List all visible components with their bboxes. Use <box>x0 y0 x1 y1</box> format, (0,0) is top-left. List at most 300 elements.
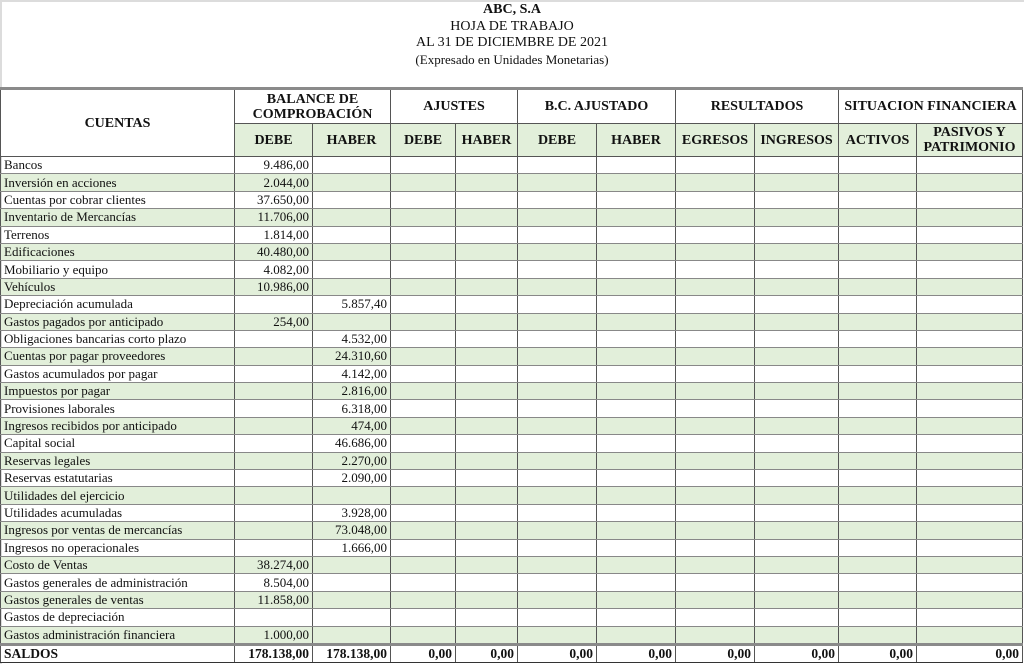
cell-pasivos-patrimonio[interactable] <box>917 609 1023 626</box>
cell-bc-debe[interactable] <box>235 348 313 365</box>
cell-ingresos[interactable] <box>755 278 839 295</box>
cell-ajustes-debe[interactable] <box>391 452 456 469</box>
account-name[interactable]: Obligaciones bancarias corto plazo <box>1 330 235 347</box>
cell-ingresos[interactable] <box>755 470 839 487</box>
cell-bca-haber[interactable] <box>597 261 676 278</box>
cell-egresos[interactable] <box>676 296 755 313</box>
cell-bca-haber[interactable] <box>597 383 676 400</box>
cell-activos[interactable] <box>839 174 917 191</box>
cell-ajustes-haber[interactable] <box>456 296 518 313</box>
cell-ingresos[interactable] <box>755 417 839 434</box>
cell-ingresos[interactable] <box>755 174 839 191</box>
cell-activos[interactable] <box>839 400 917 417</box>
cell-pasivos-patrimonio[interactable] <box>917 313 1023 330</box>
cell-ajustes-haber[interactable] <box>456 243 518 260</box>
cell-ajustes-debe[interactable] <box>391 435 456 452</box>
cell-bca-debe[interactable] <box>518 574 597 591</box>
cell-bca-haber[interactable] <box>597 435 676 452</box>
cell-bc-debe[interactable]: 2.044,00 <box>235 174 313 191</box>
cell-bca-debe[interactable] <box>518 261 597 278</box>
cell-bc-debe[interactable]: 38.274,00 <box>235 556 313 573</box>
cell-bca-haber[interactable] <box>597 487 676 504</box>
cell-pasivos-patrimonio[interactable] <box>917 400 1023 417</box>
cell-bc-haber[interactable] <box>313 591 391 608</box>
account-name[interactable]: Mobiliario y equipo <box>1 261 235 278</box>
cell-pasivos-patrimonio[interactable] <box>917 522 1023 539</box>
account-name[interactable]: Vehículos <box>1 278 235 295</box>
cell-bc-haber[interactable] <box>313 556 391 573</box>
cell-bca-debe[interactable] <box>518 400 597 417</box>
cell-bca-haber[interactable] <box>597 452 676 469</box>
cell-ajustes-debe[interactable] <box>391 313 456 330</box>
cell-ajustes-debe[interactable] <box>391 609 456 626</box>
cell-ajustes-debe[interactable] <box>391 417 456 434</box>
cell-egresos[interactable] <box>676 383 755 400</box>
cell-bca-debe[interactable] <box>518 174 597 191</box>
cell-bca-debe[interactable] <box>518 417 597 434</box>
cell-ingresos[interactable] <box>755 330 839 347</box>
cell-ajustes-debe[interactable] <box>391 591 456 608</box>
cell-activos[interactable] <box>839 209 917 226</box>
cell-ingresos[interactable] <box>755 226 839 243</box>
cell-bca-haber[interactable] <box>597 209 676 226</box>
cell-egresos[interactable] <box>676 348 755 365</box>
cell-bca-haber[interactable] <box>597 417 676 434</box>
cell-activos[interactable] <box>839 556 917 573</box>
cell-ajustes-haber[interactable] <box>456 470 518 487</box>
cell-egresos[interactable] <box>676 174 755 191</box>
account-name[interactable]: Reservas legales <box>1 452 235 469</box>
cell-bc-haber[interactable]: 46.686,00 <box>313 435 391 452</box>
cell-ajustes-debe[interactable] <box>391 626 456 644</box>
account-name[interactable]: Gastos administración financiera <box>1 626 235 644</box>
cell-bca-debe[interactable] <box>518 191 597 208</box>
cell-ingresos[interactable] <box>755 435 839 452</box>
cell-bca-haber[interactable] <box>597 157 676 174</box>
cell-ingresos[interactable] <box>755 383 839 400</box>
cell-ajustes-haber[interactable] <box>456 574 518 591</box>
cell-egresos[interactable] <box>676 574 755 591</box>
cell-bc-debe[interactable] <box>235 504 313 521</box>
cell-bc-debe[interactable]: 37.650,00 <box>235 191 313 208</box>
cell-bc-haber[interactable]: 2.090,00 <box>313 470 391 487</box>
cell-ajustes-haber[interactable] <box>456 278 518 295</box>
cell-ajustes-haber[interactable] <box>456 452 518 469</box>
cell-ajustes-debe[interactable] <box>391 296 456 313</box>
cell-bc-haber[interactable]: 73.048,00 <box>313 522 391 539</box>
cell-bca-haber[interactable] <box>597 539 676 556</box>
cell-bc-haber[interactable] <box>313 278 391 295</box>
cell-pasivos-patrimonio[interactable] <box>917 626 1023 644</box>
cell-ajustes-haber[interactable] <box>456 174 518 191</box>
cell-ajustes-haber[interactable] <box>456 609 518 626</box>
cell-ajustes-debe[interactable] <box>391 330 456 347</box>
cell-bc-debe[interactable] <box>235 452 313 469</box>
cell-egresos[interactable] <box>676 191 755 208</box>
cell-bca-haber[interactable] <box>597 574 676 591</box>
cell-pasivos-patrimonio[interactable] <box>917 226 1023 243</box>
cell-pasivos-patrimonio[interactable] <box>917 174 1023 191</box>
cell-bc-debe[interactable] <box>235 400 313 417</box>
cell-pasivos-patrimonio[interactable] <box>917 452 1023 469</box>
cell-bca-debe[interactable] <box>518 522 597 539</box>
cell-bca-haber[interactable] <box>597 226 676 243</box>
cell-ingresos[interactable] <box>755 487 839 504</box>
cell-ajustes-haber[interactable] <box>456 417 518 434</box>
cell-ajustes-haber[interactable] <box>456 209 518 226</box>
cell-pasivos-patrimonio[interactable] <box>917 383 1023 400</box>
account-name[interactable]: Gastos pagados por anticipado <box>1 313 235 330</box>
cell-activos[interactable] <box>839 435 917 452</box>
cell-bca-debe[interactable] <box>518 313 597 330</box>
cell-egresos[interactable] <box>676 226 755 243</box>
cell-ajustes-debe[interactable] <box>391 400 456 417</box>
cell-pasivos-patrimonio[interactable] <box>917 261 1023 278</box>
cell-egresos[interactable] <box>676 504 755 521</box>
cell-bca-haber[interactable] <box>597 609 676 626</box>
cell-bca-haber[interactable] <box>597 365 676 382</box>
cell-ingresos[interactable] <box>755 209 839 226</box>
cell-ajustes-haber[interactable] <box>456 522 518 539</box>
cell-egresos[interactable] <box>676 330 755 347</box>
cell-activos[interactable] <box>839 226 917 243</box>
cell-bc-haber[interactable]: 24.310,60 <box>313 348 391 365</box>
cell-ajustes-debe[interactable] <box>391 556 456 573</box>
cell-ajustes-debe[interactable] <box>391 226 456 243</box>
cell-bca-haber[interactable] <box>597 470 676 487</box>
cell-egresos[interactable] <box>676 522 755 539</box>
cell-bc-debe[interactable] <box>235 609 313 626</box>
cell-bc-debe[interactable]: 11.858,00 <box>235 591 313 608</box>
cell-bc-haber[interactable] <box>313 574 391 591</box>
cell-activos[interactable] <box>839 348 917 365</box>
cell-bc-haber[interactable] <box>313 209 391 226</box>
cell-ingresos[interactable] <box>755 313 839 330</box>
cell-bca-debe[interactable] <box>518 626 597 644</box>
cell-activos[interactable] <box>839 191 917 208</box>
cell-pasivos-patrimonio[interactable] <box>917 504 1023 521</box>
cell-activos[interactable] <box>839 539 917 556</box>
cell-egresos[interactable] <box>676 261 755 278</box>
cell-ingresos[interactable] <box>755 400 839 417</box>
cell-bca-haber[interactable] <box>597 348 676 365</box>
cell-egresos[interactable] <box>676 209 755 226</box>
cell-bc-haber[interactable]: 6.318,00 <box>313 400 391 417</box>
cell-bc-haber[interactable] <box>313 609 391 626</box>
cell-ingresos[interactable] <box>755 243 839 260</box>
cell-ajustes-debe[interactable] <box>391 470 456 487</box>
cell-ajustes-debe[interactable] <box>391 365 456 382</box>
cell-bc-debe[interactable] <box>235 417 313 434</box>
cell-bc-debe[interactable] <box>235 539 313 556</box>
cell-bc-haber[interactable] <box>313 226 391 243</box>
cell-activos[interactable] <box>839 487 917 504</box>
cell-bc-haber[interactable]: 4.532,00 <box>313 330 391 347</box>
cell-bca-haber[interactable] <box>597 191 676 208</box>
cell-bca-debe[interactable] <box>518 435 597 452</box>
cell-bca-debe[interactable] <box>518 330 597 347</box>
cell-bc-debe[interactable]: 9.486,00 <box>235 157 313 174</box>
cell-bca-haber[interactable] <box>597 296 676 313</box>
cell-ajustes-debe[interactable] <box>391 209 456 226</box>
cell-bc-haber[interactable]: 2.816,00 <box>313 383 391 400</box>
cell-pasivos-patrimonio[interactable] <box>917 591 1023 608</box>
cell-bca-debe[interactable] <box>518 296 597 313</box>
cell-ajustes-debe[interactable] <box>391 487 456 504</box>
cell-ajustes-haber[interactable] <box>456 539 518 556</box>
cell-pasivos-patrimonio[interactable] <box>917 417 1023 434</box>
cell-activos[interactable] <box>839 609 917 626</box>
cell-activos[interactable] <box>839 470 917 487</box>
cell-ajustes-haber[interactable] <box>456 365 518 382</box>
cell-ajustes-haber[interactable] <box>456 435 518 452</box>
account-name[interactable]: Costo de Ventas <box>1 556 235 573</box>
cell-ajustes-debe[interactable] <box>391 383 456 400</box>
cell-ingresos[interactable] <box>755 452 839 469</box>
cell-pasivos-patrimonio[interactable] <box>917 157 1023 174</box>
cell-bca-debe[interactable] <box>518 452 597 469</box>
cell-bca-debe[interactable] <box>518 365 597 382</box>
cell-ajustes-haber[interactable] <box>456 626 518 644</box>
cell-activos[interactable] <box>839 504 917 521</box>
cell-bc-haber[interactable]: 1.666,00 <box>313 539 391 556</box>
cell-bca-haber[interactable] <box>597 278 676 295</box>
cell-bca-debe[interactable] <box>518 209 597 226</box>
account-name[interactable]: Gastos generales de ventas <box>1 591 235 608</box>
cell-bc-debe[interactable] <box>235 330 313 347</box>
cell-bc-haber[interactable]: 474,00 <box>313 417 391 434</box>
cell-bca-haber[interactable] <box>597 330 676 347</box>
cell-bc-debe[interactable]: 4.082,00 <box>235 261 313 278</box>
cell-activos[interactable] <box>839 383 917 400</box>
cell-ajustes-haber[interactable] <box>456 487 518 504</box>
cell-bca-debe[interactable] <box>518 591 597 608</box>
cell-ingresos[interactable] <box>755 261 839 278</box>
cell-activos[interactable] <box>839 330 917 347</box>
cell-bca-haber[interactable] <box>597 243 676 260</box>
cell-egresos[interactable] <box>676 400 755 417</box>
cell-ajustes-debe[interactable] <box>391 278 456 295</box>
cell-activos[interactable] <box>839 626 917 644</box>
cell-bc-debe[interactable] <box>235 365 313 382</box>
cell-bc-haber[interactable] <box>313 157 391 174</box>
cell-ajustes-haber[interactable] <box>456 330 518 347</box>
account-name[interactable]: Utilidades acumuladas <box>1 504 235 521</box>
cell-bc-debe[interactable]: 8.504,00 <box>235 574 313 591</box>
cell-ingresos[interactable] <box>755 296 839 313</box>
account-name[interactable]: Depreciación acumulada <box>1 296 235 313</box>
cell-egresos[interactable] <box>676 539 755 556</box>
cell-bca-debe[interactable] <box>518 278 597 295</box>
cell-ajustes-debe[interactable] <box>391 191 456 208</box>
cell-pasivos-patrimonio[interactable] <box>917 487 1023 504</box>
cell-pasivos-patrimonio[interactable] <box>917 209 1023 226</box>
cell-bc-haber[interactable]: 5.857,40 <box>313 296 391 313</box>
cell-pasivos-patrimonio[interactable] <box>917 278 1023 295</box>
cell-ajustes-debe[interactable] <box>391 243 456 260</box>
cell-ingresos[interactable] <box>755 365 839 382</box>
cell-ajustes-debe[interactable] <box>391 261 456 278</box>
cell-egresos[interactable] <box>676 417 755 434</box>
cell-activos[interactable] <box>839 261 917 278</box>
cell-ajustes-debe[interactable] <box>391 574 456 591</box>
cell-ajustes-debe[interactable] <box>391 504 456 521</box>
account-name[interactable]: Reservas estatutarias <box>1 470 235 487</box>
cell-activos[interactable] <box>839 591 917 608</box>
cell-pasivos-patrimonio[interactable] <box>917 435 1023 452</box>
cell-pasivos-patrimonio[interactable] <box>917 296 1023 313</box>
cell-ingresos[interactable] <box>755 522 839 539</box>
cell-ajustes-debe[interactable] <box>391 539 456 556</box>
cell-pasivos-patrimonio[interactable] <box>917 539 1023 556</box>
cell-ingresos[interactable] <box>755 504 839 521</box>
cell-egresos[interactable] <box>676 243 755 260</box>
cell-bc-haber[interactable] <box>313 487 391 504</box>
cell-bc-debe[interactable]: 11.706,00 <box>235 209 313 226</box>
cell-egresos[interactable] <box>676 365 755 382</box>
cell-bc-debe[interactable] <box>235 435 313 452</box>
cell-bc-debe[interactable] <box>235 383 313 400</box>
cell-egresos[interactable] <box>676 452 755 469</box>
cell-pasivos-patrimonio[interactable] <box>917 574 1023 591</box>
cell-ingresos[interactable] <box>755 574 839 591</box>
cell-activos[interactable] <box>839 417 917 434</box>
cell-bca-haber[interactable] <box>597 556 676 573</box>
cell-bc-haber[interactable] <box>313 261 391 278</box>
cell-activos[interactable] <box>839 296 917 313</box>
cell-egresos[interactable] <box>676 487 755 504</box>
cell-bc-debe[interactable]: 1.814,00 <box>235 226 313 243</box>
account-name[interactable]: Gastos acumulados por pagar <box>1 365 235 382</box>
cell-egresos[interactable] <box>676 278 755 295</box>
cell-bc-debe[interactable] <box>235 487 313 504</box>
cell-activos[interactable] <box>839 313 917 330</box>
cell-pasivos-patrimonio[interactable] <box>917 348 1023 365</box>
cell-egresos[interactable] <box>676 556 755 573</box>
account-name[interactable]: Inversión en acciones <box>1 174 235 191</box>
cell-ajustes-debe[interactable] <box>391 522 456 539</box>
account-name[interactable]: Cuentas por pagar proveedores <box>1 348 235 365</box>
cell-bca-debe[interactable] <box>518 383 597 400</box>
cell-ajustes-haber[interactable] <box>456 191 518 208</box>
cell-bca-debe[interactable] <box>518 348 597 365</box>
cell-ingresos[interactable] <box>755 348 839 365</box>
cell-ingresos[interactable] <box>755 157 839 174</box>
cell-ajustes-haber[interactable] <box>456 556 518 573</box>
cell-bc-haber[interactable] <box>313 313 391 330</box>
cell-activos[interactable] <box>839 574 917 591</box>
account-name[interactable]: Terrenos <box>1 226 235 243</box>
cell-bca-debe[interactable] <box>518 539 597 556</box>
cell-bc-debe[interactable]: 1.000,00 <box>235 626 313 644</box>
cell-ajustes-haber[interactable] <box>456 400 518 417</box>
account-name[interactable]: Ingresos por ventas de mercancías <box>1 522 235 539</box>
cell-ajustes-haber[interactable] <box>456 383 518 400</box>
cell-bca-debe[interactable] <box>518 609 597 626</box>
cell-bca-debe[interactable] <box>518 243 597 260</box>
cell-bca-debe[interactable] <box>518 226 597 243</box>
cell-ingresos[interactable] <box>755 539 839 556</box>
cell-pasivos-patrimonio[interactable] <box>917 470 1023 487</box>
cell-bc-haber[interactable] <box>313 174 391 191</box>
cell-bca-debe[interactable] <box>518 487 597 504</box>
cell-ajustes-haber[interactable] <box>456 591 518 608</box>
account-name[interactable]: Impuestos por pagar <box>1 383 235 400</box>
cell-bc-haber[interactable] <box>313 243 391 260</box>
cell-bca-debe[interactable] <box>518 470 597 487</box>
cell-ajustes-debe[interactable] <box>391 157 456 174</box>
cell-ajustes-haber[interactable] <box>456 226 518 243</box>
cell-bc-debe[interactable]: 40.480,00 <box>235 243 313 260</box>
account-name[interactable]: Provisiones laborales <box>1 400 235 417</box>
cell-pasivos-patrimonio[interactable] <box>917 365 1023 382</box>
cell-bca-haber[interactable] <box>597 591 676 608</box>
cell-bc-haber[interactable]: 3.928,00 <box>313 504 391 521</box>
account-name[interactable]: Gastos generales de administración <box>1 574 235 591</box>
cell-bc-haber[interactable] <box>313 626 391 644</box>
cell-ajustes-haber[interactable] <box>456 313 518 330</box>
cell-pasivos-patrimonio[interactable] <box>917 191 1023 208</box>
cell-pasivos-patrimonio[interactable] <box>917 330 1023 347</box>
cell-pasivos-patrimonio[interactable] <box>917 243 1023 260</box>
cell-egresos[interactable] <box>676 157 755 174</box>
account-name[interactable]: Cuentas por cobrar clientes <box>1 191 235 208</box>
cell-bc-debe[interactable]: 254,00 <box>235 313 313 330</box>
cell-bca-haber[interactable] <box>597 504 676 521</box>
cell-bc-haber[interactable]: 4.142,00 <box>313 365 391 382</box>
cell-ajustes-debe[interactable] <box>391 348 456 365</box>
cell-ajustes-haber[interactable] <box>456 348 518 365</box>
cell-bca-debe[interactable] <box>518 556 597 573</box>
account-name[interactable]: Utilidades del ejercicio <box>1 487 235 504</box>
cell-bca-haber[interactable] <box>597 400 676 417</box>
cell-egresos[interactable] <box>676 435 755 452</box>
cell-bc-debe[interactable] <box>235 470 313 487</box>
cell-activos[interactable] <box>839 452 917 469</box>
cell-ingresos[interactable] <box>755 626 839 644</box>
cell-ingresos[interactable] <box>755 556 839 573</box>
account-name[interactable]: Inventario de Mercancías <box>1 209 235 226</box>
cell-bc-haber[interactable]: 2.270,00 <box>313 452 391 469</box>
cell-ajustes-haber[interactable] <box>456 261 518 278</box>
cell-bca-haber[interactable] <box>597 313 676 330</box>
cell-ingresos[interactable] <box>755 191 839 208</box>
cell-activos[interactable] <box>839 365 917 382</box>
account-name[interactable]: Edificaciones <box>1 243 235 260</box>
cell-egresos[interactable] <box>676 626 755 644</box>
cell-bc-debe[interactable] <box>235 296 313 313</box>
cell-activos[interactable] <box>839 243 917 260</box>
cell-bc-debe[interactable]: 10.986,00 <box>235 278 313 295</box>
cell-ingresos[interactable] <box>755 591 839 608</box>
cell-egresos[interactable] <box>676 591 755 608</box>
cell-bca-debe[interactable] <box>518 504 597 521</box>
cell-bca-haber[interactable] <box>597 626 676 644</box>
account-name[interactable]: Capital social <box>1 435 235 452</box>
cell-pasivos-patrimonio[interactable] <box>917 556 1023 573</box>
cell-ajustes-haber[interactable] <box>456 504 518 521</box>
cell-egresos[interactable] <box>676 609 755 626</box>
cell-ingresos[interactable] <box>755 609 839 626</box>
account-name[interactable]: Ingresos recibidos por anticipado <box>1 417 235 434</box>
cell-bc-haber[interactable] <box>313 191 391 208</box>
account-name[interactable]: Bancos <box>1 157 235 174</box>
cell-egresos[interactable] <box>676 313 755 330</box>
cell-egresos[interactable] <box>676 470 755 487</box>
account-name[interactable]: Gastos de depreciación <box>1 609 235 626</box>
cell-bca-haber[interactable] <box>597 174 676 191</box>
cell-ajustes-haber[interactable] <box>456 157 518 174</box>
